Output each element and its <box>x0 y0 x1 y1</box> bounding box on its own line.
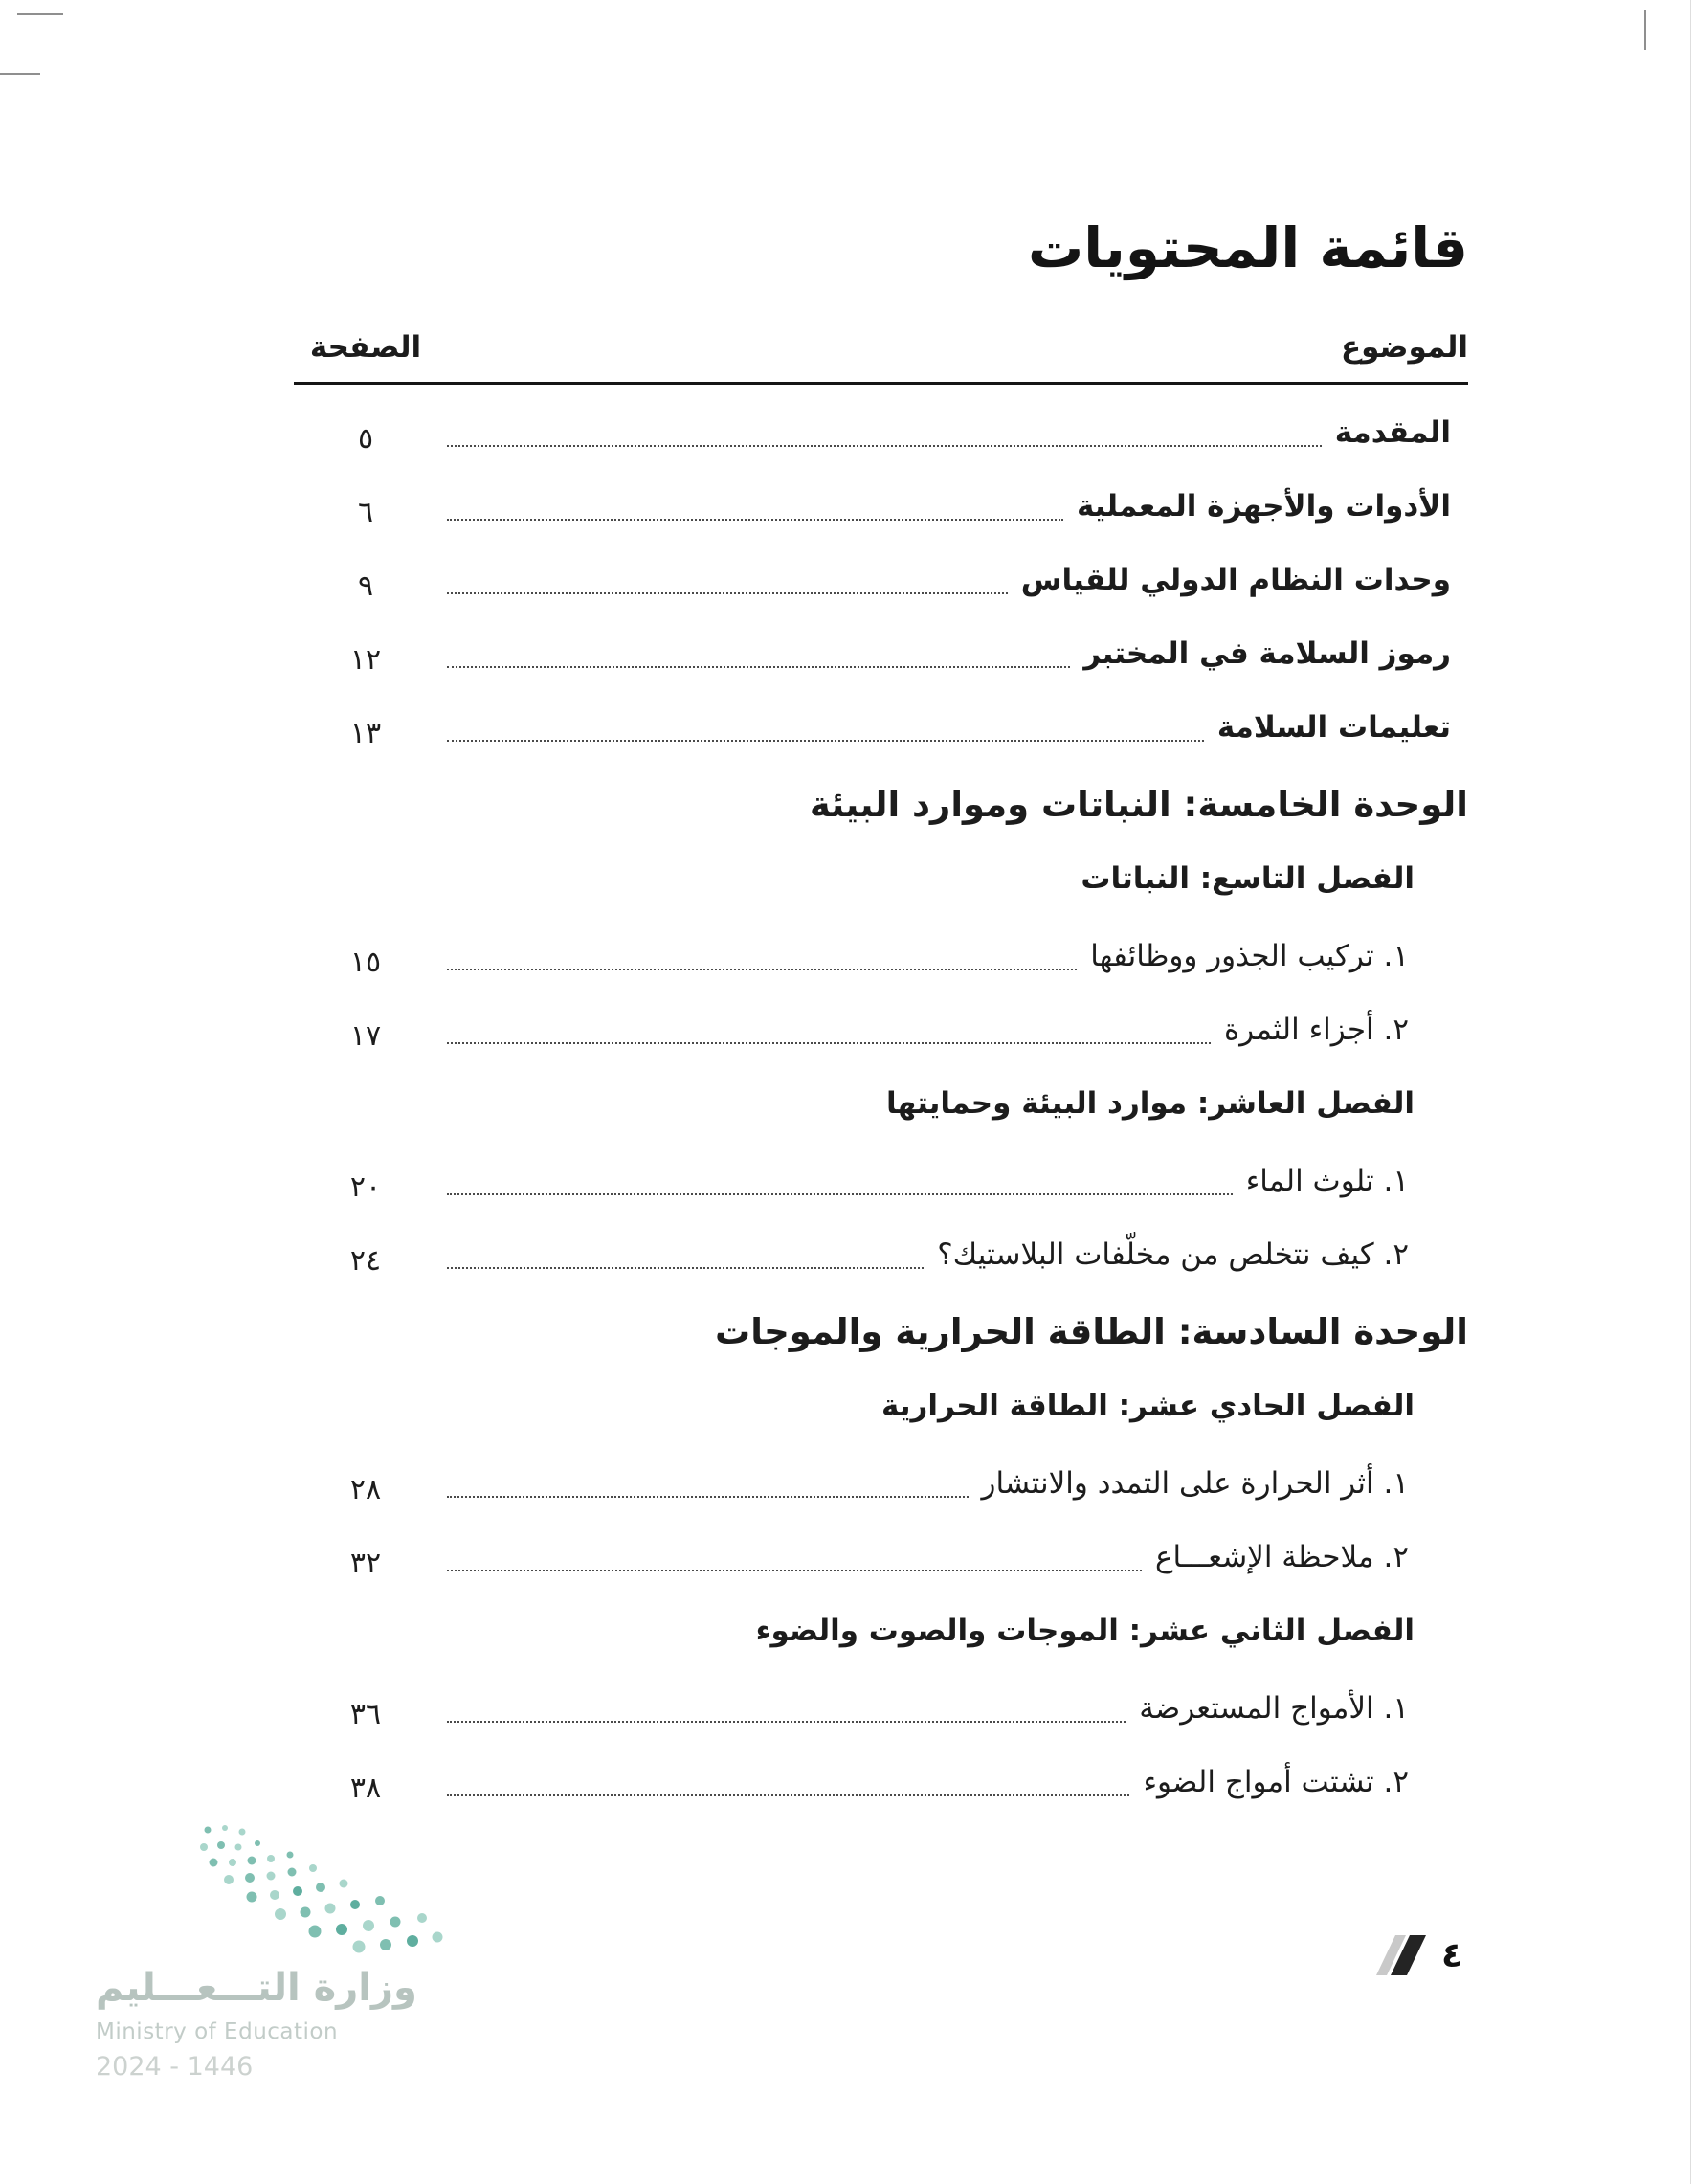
page-corner-icon <box>1376 1931 1432 1979</box>
dotted-leader <box>447 1794 1129 1796</box>
toc-list <box>294 415 1468 1807</box>
toc-label: ١. الأمواج المستعرضة <box>1139 1691 1409 1726</box>
toc-label: الفصل الحادي عشر: الطاقة الحرارية <box>881 1389 1415 1423</box>
toc-unit-heading <box>294 784 1468 830</box>
page-number-badge <box>1376 1931 1462 1979</box>
toc-label: الفصل العاشر: موارد البيئة وحمايتها <box>885 1086 1415 1121</box>
ministry-logo-block <box>96 1820 507 2082</box>
page-number-value: ٣٨ <box>349 1772 382 1805</box>
crop-mark-top-right <box>1644 10 1646 50</box>
toc-label: ٢. كيف نتخلص من مخلّفات البلاستيك؟ <box>937 1237 1409 1272</box>
ministry-name-en: Ministry of Education <box>96 2019 339 2044</box>
toc-label: ٢. أجزاء الثمرة <box>1224 1013 1409 1047</box>
dotted-leader <box>447 1042 1211 1044</box>
dotted-leader <box>447 445 1322 447</box>
crop-mark-top-left-2 <box>0 73 40 75</box>
toc-label: ٢. تشتت أمواج الضوء <box>1143 1765 1409 1799</box>
dotted-leader <box>447 666 1070 668</box>
dotted-leader <box>447 1570 1142 1571</box>
toc-row <box>294 1164 1468 1206</box>
toc-label: ١. تركيب الجذور ووظائفها <box>1090 939 1409 973</box>
toc-row <box>294 1765 1468 1807</box>
dotted-leader <box>447 969 1077 970</box>
toc-chapter-heading <box>294 1086 1468 1132</box>
dotted-leader <box>447 740 1204 742</box>
column-header-page: الصفحة <box>309 330 422 365</box>
toc-row <box>294 563 1468 605</box>
page-title: قائمة المحتويات <box>1027 215 1468 280</box>
toc-label: المقدمة <box>1334 415 1451 450</box>
toc-chapter-heading <box>294 861 1468 907</box>
toc-chapter-heading <box>294 1389 1468 1435</box>
toc-label: الأدوات والأجهزة المعملية <box>1076 489 1451 524</box>
toc-label: تعليمات السلامة <box>1216 710 1451 745</box>
toc-label: الوحدة السادسة: الطاقة الحرارية والموجات <box>715 1311 1468 1352</box>
page-number-value: ١٧ <box>349 1019 382 1053</box>
toc-content <box>294 215 1468 1839</box>
page-number: ٤ <box>1441 1935 1462 1975</box>
dotted-leader <box>447 1721 1126 1723</box>
crop-mark-top-left-1 <box>17 13 63 15</box>
page-number-value: ١٣ <box>349 717 382 750</box>
toc-row <box>294 636 1468 679</box>
page-number-value: ١٢ <box>349 643 382 677</box>
dotted-leader <box>447 1267 924 1269</box>
toc-row <box>294 1013 1468 1055</box>
page-edge-line <box>1690 0 1691 2184</box>
toc-chapter-heading <box>294 1614 1468 1660</box>
toc-label: الوحدة الخامسة: النباتات وموارد البيئة <box>809 784 1468 825</box>
toc-row <box>294 489 1468 531</box>
dotted-leader <box>447 519 1063 521</box>
toc-row <box>294 1466 1468 1508</box>
toc-row <box>294 415 1468 457</box>
page-number-value: ١٥ <box>349 946 382 979</box>
toc-row <box>294 710 1468 752</box>
toc-label: وحدات النظام الدولي للقياس <box>1020 563 1451 597</box>
toc-label: الفصل التاسع: النباتات <box>1081 861 1415 896</box>
page-number-value: ٥ <box>357 422 374 456</box>
toc-unit-heading <box>294 1311 1468 1357</box>
toc-row <box>294 1691 1468 1733</box>
page-number-value: ٦ <box>357 496 374 529</box>
toc-label: ١. تلوث الماء <box>1245 1164 1409 1198</box>
ministry-logo-icon <box>196 1820 455 1954</box>
page-number-value: ٣٦ <box>349 1698 382 1731</box>
page-number-value: ٢٨ <box>349 1473 382 1506</box>
toc-column-headers <box>294 330 1468 385</box>
column-header-topic: الموضوع <box>1340 330 1468 365</box>
toc-label: ١. أثر الحرارة على التمدد والانتشار <box>981 1466 1409 1501</box>
page-number-value: ٩ <box>357 569 374 603</box>
toc-row <box>294 1540 1468 1582</box>
dotted-leader <box>447 1496 969 1498</box>
toc-row <box>294 1237 1468 1280</box>
toc-row <box>294 939 1468 981</box>
edition-year: 2024 - 1446 <box>96 2052 254 2082</box>
toc-label: رموز السلامة في المختبر <box>1083 636 1451 671</box>
toc-label: ٢. ملاحظة الإشعـــاع <box>1155 1540 1409 1574</box>
page-number-value: ٣٢ <box>349 1547 382 1580</box>
dotted-leader <box>447 1193 1233 1195</box>
dotted-leader <box>447 592 1008 594</box>
ministry-wordmark-ar: وزارة التـــعـــليم <box>96 1966 417 2010</box>
toc-label: الفصل الثاني عشر: الموجات والصوت والضوء <box>755 1614 1415 1648</box>
page-number-value: ٢٠ <box>349 1170 382 1204</box>
page-number-value: ٢٤ <box>349 1244 382 1278</box>
